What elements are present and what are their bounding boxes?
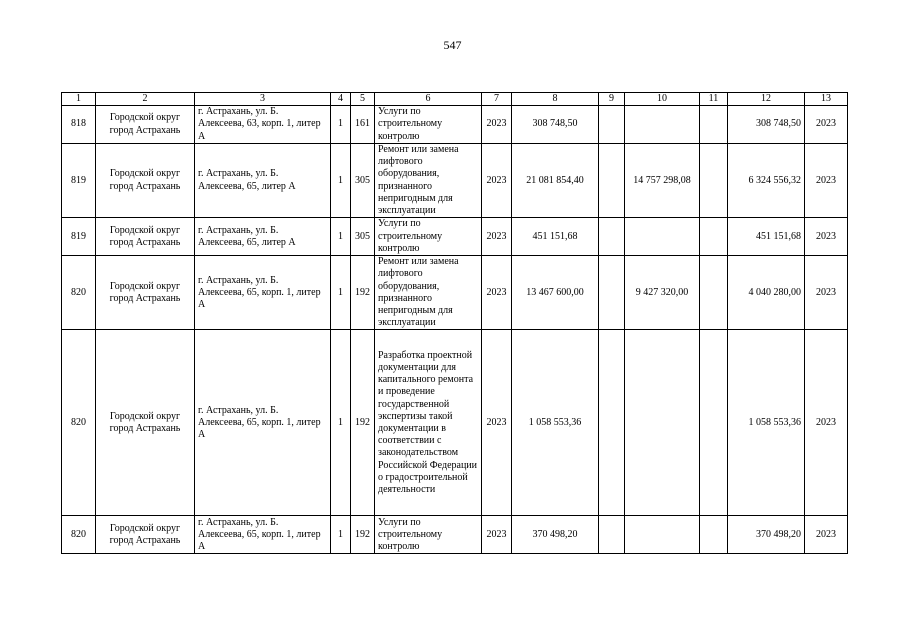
col12-cell: 1 058 553,36: [728, 330, 805, 516]
row-number: 819: [62, 144, 96, 218]
total-cost-cell: 308 748,50: [512, 106, 599, 144]
total-cost-cell: 21 081 854,40: [512, 144, 599, 218]
municipality-cell: Городской округ город Астрахань: [96, 256, 195, 330]
col12-cell: 6 324 556,32: [728, 144, 805, 218]
col13-cell: 2023: [805, 330, 848, 516]
row-number: 820: [62, 256, 96, 330]
col5-cell: 305: [351, 144, 375, 218]
municipality-cell: Городской округ город Астрахань: [96, 106, 195, 144]
col10-cell: [625, 516, 700, 554]
municipality-cell: Городской округ город Астрахань: [96, 330, 195, 516]
address-cell: г. Астрахань, ул. Б. Алексеева, 65, литер А: [195, 218, 331, 256]
header-cell: 2: [96, 93, 195, 106]
total-cost-cell: 370 498,20: [512, 516, 599, 554]
col13-cell: 2023: [805, 218, 848, 256]
col9-cell: [599, 144, 625, 218]
col4-cell: 1: [331, 330, 351, 516]
col5-cell: 192: [351, 256, 375, 330]
header-cell: 3: [195, 93, 331, 106]
header-cell: 11: [700, 93, 728, 106]
year-cell: 2023: [482, 144, 512, 218]
work-type-cell: Услуги по строительному контролю: [375, 218, 482, 256]
col12-cell: 4 040 280,00: [728, 256, 805, 330]
work-type-cell: Услуги по строительному контролю: [375, 106, 482, 144]
row-number: 818: [62, 106, 96, 144]
col11-cell: [700, 256, 728, 330]
total-cost-cell: 451 151,68: [512, 218, 599, 256]
total-cost-cell: 13 467 600,00: [512, 256, 599, 330]
col10-cell: [625, 106, 700, 144]
year-cell: 2023: [482, 330, 512, 516]
col9-cell: [599, 256, 625, 330]
col11-cell: [700, 106, 728, 144]
col5-cell: 192: [351, 516, 375, 554]
work-type-cell: Услуги по строительному контролю: [375, 516, 482, 554]
header-cell: 5: [351, 93, 375, 106]
table-row: [62, 144, 848, 218]
table-row: [62, 218, 848, 256]
col9-cell: [599, 106, 625, 144]
row-number: 820: [62, 516, 96, 554]
capital-repair-table: [61, 92, 848, 554]
work-type-cell: Ремонт или замена лифтового оборудования, признанного непригодным для эксплуатации: [375, 144, 482, 218]
col9-cell: [599, 218, 625, 256]
col4-cell: 1: [331, 106, 351, 144]
col9-cell: [599, 330, 625, 516]
address-cell: г. Астрахань, ул. Б. Алексеева, 63, корп. 1, литер А: [195, 106, 331, 144]
col13-cell: 2023: [805, 106, 848, 144]
total-cost-cell: 1 058 553,36: [512, 330, 599, 516]
row-number: 819: [62, 218, 96, 256]
col5-cell: 305: [351, 218, 375, 256]
header-cell: 10: [625, 93, 700, 106]
municipality-cell: Городской округ город Астрахань: [96, 516, 195, 554]
year-cell: 2023: [482, 256, 512, 330]
col12-cell: 308 748,50: [728, 106, 805, 144]
col11-cell: [700, 516, 728, 554]
municipality-cell: Городской округ город Астрахань: [96, 218, 195, 256]
col11-cell: [700, 218, 728, 256]
header-row: [62, 93, 848, 106]
col10-cell: [625, 218, 700, 256]
col4-cell: 1: [331, 256, 351, 330]
year-cell: 2023: [482, 218, 512, 256]
header-cell: 13: [805, 93, 848, 106]
table-row: [62, 516, 848, 554]
col10-cell: 9 427 320,00: [625, 256, 700, 330]
header-cell: 12: [728, 93, 805, 106]
address-cell: г. Астрахань, ул. Б. Алексеева, 65, литер А: [195, 144, 331, 218]
col5-cell: 161: [351, 106, 375, 144]
col13-cell: 2023: [805, 516, 848, 554]
col13-cell: 2023: [805, 144, 848, 218]
col9-cell: [599, 516, 625, 554]
header-cell: 4: [331, 93, 351, 106]
year-cell: 2023: [482, 516, 512, 554]
col13-cell: 2023: [805, 256, 848, 330]
col11-cell: [700, 330, 728, 516]
table-row: [62, 106, 848, 144]
header-cell: 8: [512, 93, 599, 106]
col12-cell: 451 151,68: [728, 218, 805, 256]
table-row: [62, 330, 848, 516]
work-type-cell: Ремонт или замена лифтового оборудования, признанного непригодным для эксплуатации: [375, 256, 482, 330]
year-cell: 2023: [482, 106, 512, 144]
col11-cell: [700, 144, 728, 218]
col10-cell: 14 757 298,08: [625, 144, 700, 218]
col12-cell: 370 498,20: [728, 516, 805, 554]
header-cell: 7: [482, 93, 512, 106]
header-cell: 6: [375, 93, 482, 106]
header-cell: 1: [62, 93, 96, 106]
col4-cell: 1: [331, 516, 351, 554]
col4-cell: 1: [331, 218, 351, 256]
address-cell: г. Астрахань, ул. Б. Алексеева, 65, корп. 1, литер А: [195, 330, 331, 516]
table-row: [62, 256, 848, 330]
municipality-cell: Городской округ город Астрахань: [96, 144, 195, 218]
col10-cell: [625, 330, 700, 516]
address-cell: г. Астрахань, ул. Б. Алексеева, 65, корп. 1, литер А: [195, 256, 331, 330]
address-cell: г. Астрахань, ул. Б. Алексеева, 65, корп. 1, литер А: [195, 516, 331, 554]
col4-cell: 1: [331, 144, 351, 218]
row-number: 820: [62, 330, 96, 516]
work-type-cell: Разработка проектной документации для капитального ремонта и проведение государственной экспертизы такой документации в соответствии с законодательством Российской Федерации о градостроительной деятельности: [375, 330, 482, 516]
header-cell: 9: [599, 93, 625, 106]
page-number: 547: [443, 38, 462, 52]
col5-cell: 192: [351, 330, 375, 516]
